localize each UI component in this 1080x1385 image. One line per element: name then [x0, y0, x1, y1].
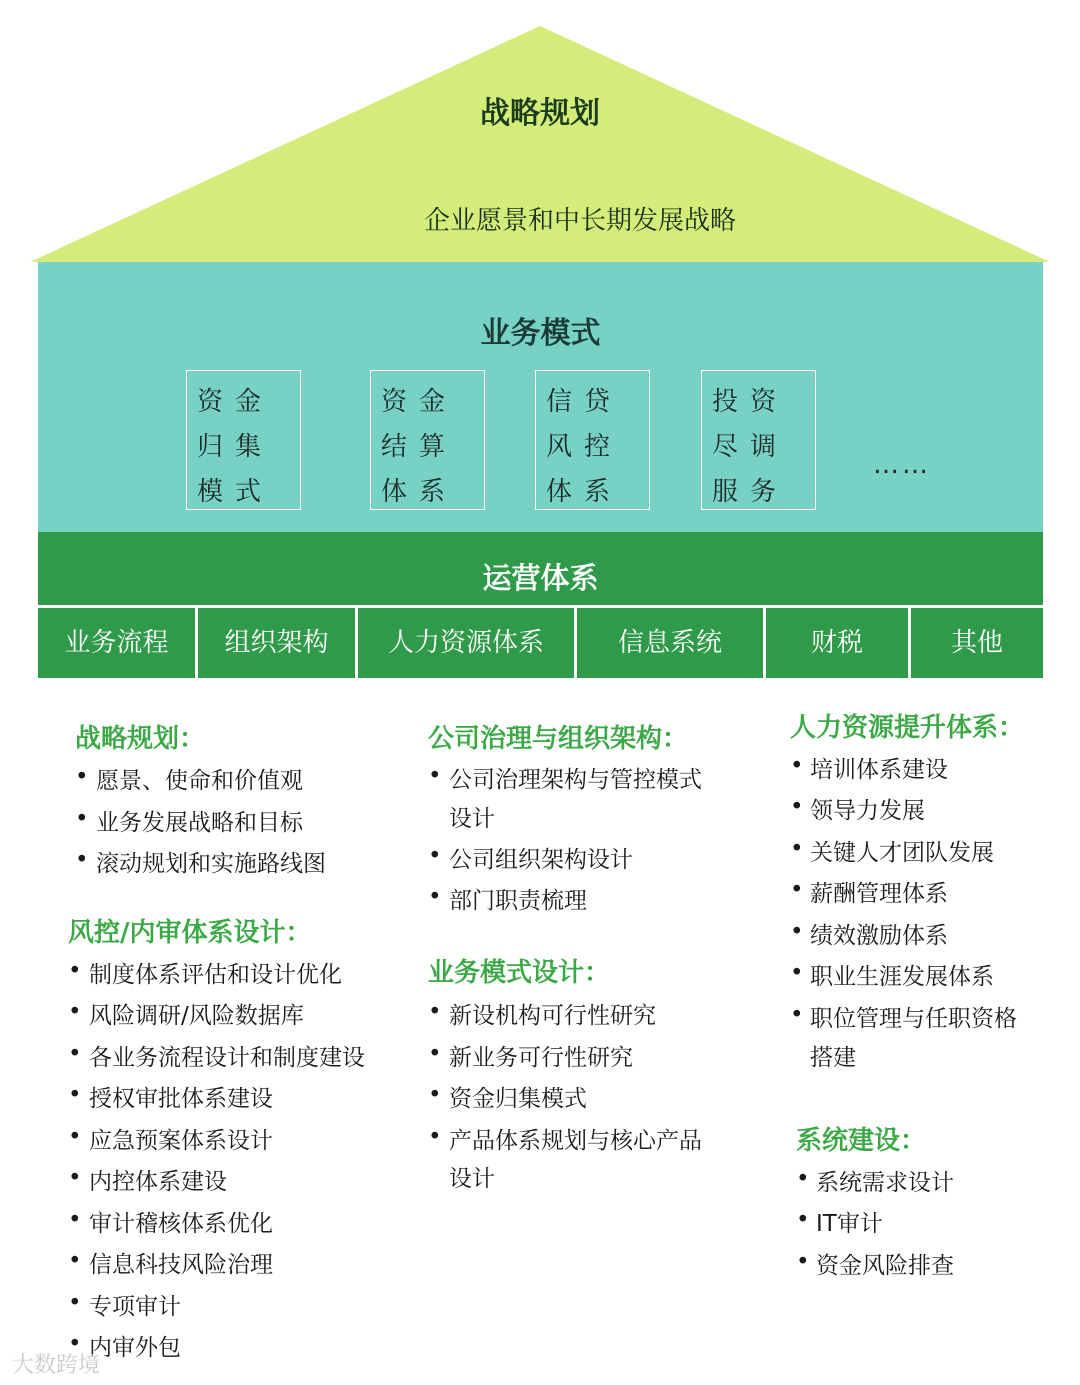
list-item: 资金归集模式 [449, 1086, 587, 1112]
list-item: 系统需求设计 [816, 1170, 954, 1196]
section-title-risk: 风控/内审体系设计： [68, 918, 312, 948]
bullet-icon: • [790, 919, 804, 945]
biz-box-line: 归集 [197, 432, 274, 462]
biz-box-line: 资金 [197, 387, 274, 417]
list-item-cont: 设计 [449, 1166, 495, 1192]
list-item: 关键人才团队发展 [810, 840, 994, 866]
list-item: 内控体系建设 [89, 1169, 227, 1195]
biz-box-investment-dd [701, 370, 816, 510]
list-item-cont: 设计 [449, 806, 495, 832]
list-item: 绩效激励体系 [810, 923, 948, 949]
operations-title: 运营体系 [482, 561, 599, 595]
biz-box-credit-risk [535, 370, 650, 510]
bullet-icon: • [75, 806, 89, 832]
bullet-icon: • [790, 877, 804, 903]
bullet-icon: • [428, 999, 442, 1025]
bullet-icon: • [790, 836, 804, 862]
biz-box-line: 信贷 [546, 387, 623, 417]
ops-item-it: 信息系统 [617, 628, 722, 658]
biz-box-line: 模式 [197, 477, 274, 507]
bullet-icon: • [790, 794, 804, 820]
list-item: 各业务流程设计和制度建设 [89, 1045, 365, 1071]
biz-box-line: 风控 [546, 432, 623, 462]
ops-item-hr: 人力资源体系 [387, 628, 544, 658]
biz-box-line: 资金 [381, 387, 458, 417]
section-title-biz-design: 业务模式设计： [428, 958, 611, 988]
list-item: 审计稽核体系优化 [89, 1211, 273, 1237]
list-item: 薪酬管理体系 [810, 881, 948, 907]
list-item: 资金风险排查 [816, 1253, 954, 1279]
list-item: 滚动规划和实施路线图 [96, 851, 326, 877]
bullet-icon: • [428, 843, 442, 869]
list-item: 信息科技风险治理 [89, 1252, 273, 1278]
ops-item-other: 其他 [950, 628, 1003, 658]
bullet-icon: • [68, 1207, 82, 1233]
list-item: 职位管理与任职资格 [810, 1006, 1017, 1032]
roof-title: 战略规划 [480, 96, 600, 131]
watermark-text: 大数跨境 [12, 1353, 101, 1378]
list-item: 内审外包 [89, 1335, 181, 1361]
list-item: 新设机构可行性研究 [449, 1003, 656, 1029]
bullet-icon: • [68, 999, 82, 1025]
list-item: 愿景、使命和价值观 [96, 768, 303, 794]
biz-box-line: 投资 [712, 387, 789, 417]
bullet-icon: • [796, 1207, 810, 1233]
bullet-icon: • [796, 1249, 810, 1275]
biz-box-line: 服务 [712, 477, 789, 507]
bullet-icon: • [68, 958, 82, 984]
bullet-icon: • [790, 960, 804, 986]
biz-more-ellipsis: …… [873, 450, 931, 480]
bullet-icon: • [75, 764, 89, 790]
list-item: 新业务可行性研究 [449, 1045, 633, 1071]
list-item: 授权审批体系建设 [89, 1086, 273, 1112]
biz-box-line: 尽调 [712, 432, 789, 462]
bullet-icon: • [68, 1248, 82, 1274]
list-item: 应急预案体系设计 [89, 1128, 273, 1154]
biz-box-fund-pooling [186, 370, 301, 510]
bullet-icon: • [428, 884, 442, 910]
bullet-icon: • [68, 1290, 82, 1316]
bullet-icon: • [68, 1041, 82, 1067]
list-item: 公司组织架构设计 [449, 847, 633, 873]
list-item: 培训体系建设 [810, 757, 948, 783]
bullet-icon: • [428, 1124, 442, 1150]
bullet-icon: • [428, 1082, 442, 1108]
bullet-icon: • [68, 1082, 82, 1108]
list-item: 专项审计 [89, 1294, 181, 1320]
list-item: 部门职责梳理 [449, 888, 587, 914]
ops-item-org: 组织架构 [224, 628, 329, 658]
bullet-icon: • [790, 753, 804, 779]
section-title-hr: 人力资源提升体系： [790, 713, 1025, 743]
operations-block [38, 532, 1043, 678]
bullet-icon: • [68, 1124, 82, 1150]
biz-box-line: 结算 [381, 432, 458, 462]
list-item: 风险调研/风险数据库 [89, 1003, 304, 1029]
bullet-icon: • [428, 763, 442, 789]
list-item: 职业生涯发展体系 [810, 964, 994, 990]
bullet-icon: • [68, 1331, 82, 1357]
list-item: 业务发展战略和目标 [96, 810, 303, 836]
list-item: 公司治理架构与管控模式 [449, 767, 702, 793]
bullet-icon: • [796, 1166, 810, 1192]
section-title-governance: 公司治理与组织架构： [428, 724, 689, 754]
section-title-strategy: 战略规划： [75, 724, 206, 754]
ops-item-process: 业务流程 [64, 628, 169, 658]
bullet-icon: • [75, 847, 89, 873]
biz-box-settlement [370, 370, 485, 510]
bullet-icon: • [428, 1041, 442, 1067]
roof-subtitle: 企业愿景和中长期发展战略 [423, 206, 736, 236]
business-model-block [38, 262, 1043, 532]
business-model-title: 业务模式 [480, 316, 601, 351]
bullet-icon: • [790, 1002, 804, 1028]
list-item-cont: 搭建 [810, 1045, 856, 1071]
section-title-system: 系统建设： [796, 1126, 927, 1156]
ops-item-tax: 财税 [810, 628, 863, 658]
biz-box-line: 体系 [546, 477, 623, 507]
list-item: 产品体系规划与核心产品 [449, 1128, 702, 1154]
biz-box-line: 体系 [381, 477, 458, 507]
list-item: 领导力发展 [810, 798, 925, 824]
bullet-icon: • [68, 1165, 82, 1191]
list-item: IT审计 [816, 1211, 883, 1237]
list-item: 制度体系评估和设计优化 [89, 962, 342, 988]
